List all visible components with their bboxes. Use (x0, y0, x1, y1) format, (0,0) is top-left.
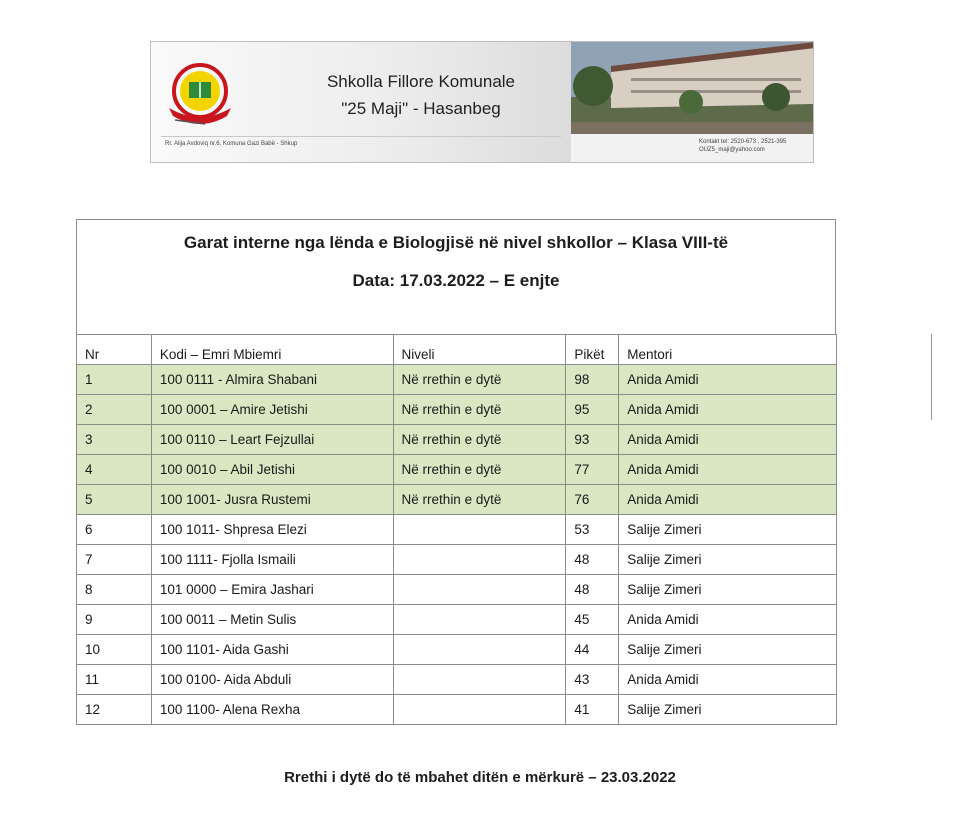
cell-level (393, 695, 566, 725)
cell-nr: 4 (77, 455, 152, 485)
table-row (77, 605, 837, 635)
header-name: Kodi – Emri Mbiemri (151, 335, 393, 365)
cell-level: Në rrethin e dytë (393, 425, 566, 455)
cell-nr: 2 (77, 395, 152, 425)
cell-mentor: Salije Zimeri (619, 545, 837, 575)
cell-name: 100 1101- Aida Gashi (151, 635, 393, 665)
table-row (77, 485, 837, 515)
school-building-photo (571, 42, 814, 134)
school-logo (165, 58, 235, 128)
contact-phone: Kontakt tel: 2520-673 , 2521-395 (699, 139, 787, 145)
cell-level (393, 635, 566, 665)
table-header-row (77, 335, 837, 365)
cell-name: 100 0001 – Amire Jetishi (151, 395, 393, 425)
table-row (77, 665, 837, 695)
cell-name: 100 1011- Shpresa Elezi (151, 515, 393, 545)
cell-nr: 12 (77, 695, 152, 725)
cell-level: Në rrethin e dytë (393, 395, 566, 425)
cell-mentor: Anida Amidi (619, 485, 837, 515)
school-name (291, 68, 551, 122)
cell-level: Në rrethin e dytë (393, 455, 566, 485)
header-mentor: Mentori (619, 335, 837, 365)
cell-mentor: Salije Zimeri (619, 635, 837, 665)
cell-nr: 6 (77, 515, 152, 545)
header-nr: Nr (77, 335, 152, 365)
school-banner (150, 41, 814, 163)
school-contact (699, 138, 786, 154)
contact-email: OUZ5_maji@yahoo.com (699, 147, 765, 153)
cell-level (393, 515, 566, 545)
cell-name: 100 0011 – Metin Sulis (151, 605, 393, 635)
page-edge-mark (931, 334, 932, 420)
table-row (77, 545, 837, 575)
cell-points: 43 (566, 665, 619, 695)
document-title-box (76, 219, 836, 335)
cell-mentor: Anida Amidi (619, 425, 837, 455)
cell-name: 100 0110 – Leart Fejzullai (151, 425, 393, 455)
cell-name: 100 1111- Fjolla Ismaili (151, 545, 393, 575)
cell-level: Në rrethin e dytë (393, 485, 566, 515)
results-table (76, 334, 837, 725)
cell-level (393, 545, 566, 575)
cell-nr: 1 (77, 365, 152, 395)
cell-nr: 3 (77, 425, 152, 455)
cell-points: 53 (566, 515, 619, 545)
cell-points: 98 (566, 365, 619, 395)
table-row (77, 395, 837, 425)
cell-mentor: Anida Amidi (619, 605, 837, 635)
cell-level (393, 605, 566, 635)
cell-name: 100 0100- Aida Abduli (151, 665, 393, 695)
document-title: Garat interne nga lënda e Biologjisë në nivel shkollor – Klasa VIII-të (183, 233, 729, 252)
cell-points: 77 (566, 455, 619, 485)
school-name-line1: Shkolla Fillore Komunale (326, 72, 516, 91)
cell-level (393, 665, 566, 695)
cell-nr: 9 (77, 605, 152, 635)
cell-name: 100 0111 - Almira Shabani (151, 365, 393, 395)
cell-mentor: Anida Amidi (619, 365, 837, 395)
cell-nr: 11 (77, 665, 152, 695)
cell-nr: 5 (77, 485, 152, 515)
cell-mentor: Anida Amidi (619, 455, 837, 485)
cell-name: 100 1100- Alena Rexha (151, 695, 393, 725)
table-row (77, 575, 837, 605)
cell-points: 41 (566, 695, 619, 725)
table-row (77, 635, 837, 665)
school-name-line2: "25 Maji" - Hasanbeg (341, 99, 501, 118)
cell-nr: 7 (77, 545, 152, 575)
school-address: Rr. Alija Avdoviq nr.6, Komuna Gazi Babë - Shkup (165, 141, 298, 147)
cell-mentor: Salije Zimeri (619, 575, 837, 605)
table-row (77, 365, 837, 395)
cell-points: 95 (566, 395, 619, 425)
cell-name: 100 1001- Jusra Rustemi (151, 485, 393, 515)
cell-points: 44 (566, 635, 619, 665)
cell-points: 93 (566, 425, 619, 455)
cell-points: 45 (566, 605, 619, 635)
table-row (77, 695, 837, 725)
footer-note: Rrethi i dytë do të mbahet ditën e mërkurë – 23.03.2022 (284, 769, 676, 786)
cell-level (393, 575, 566, 605)
header-level: Niveli (393, 335, 566, 365)
cell-mentor: Salije Zimeri (619, 515, 837, 545)
cell-points: 76 (566, 485, 619, 515)
cell-points: 48 (566, 575, 619, 605)
cell-mentor: Salije Zimeri (619, 695, 837, 725)
cell-mentor: Anida Amidi (619, 665, 837, 695)
header-points: Pikët (566, 335, 619, 365)
cell-points: 48 (566, 545, 619, 575)
cell-level: Në rrethin e dytë (393, 365, 566, 395)
table-row (77, 515, 837, 545)
document-date: Data: 17.03.2022 – E enjte (352, 271, 560, 290)
cell-name: 101 0000 – Emira Jashari (151, 575, 393, 605)
table-row (77, 425, 837, 455)
cell-nr: 8 (77, 575, 152, 605)
banner-divider (161, 136, 561, 137)
cell-nr: 10 (77, 635, 152, 665)
cell-mentor: Anida Amidi (619, 395, 837, 425)
cell-name: 100 0010 – Abil Jetishi (151, 455, 393, 485)
table-row (77, 455, 837, 485)
